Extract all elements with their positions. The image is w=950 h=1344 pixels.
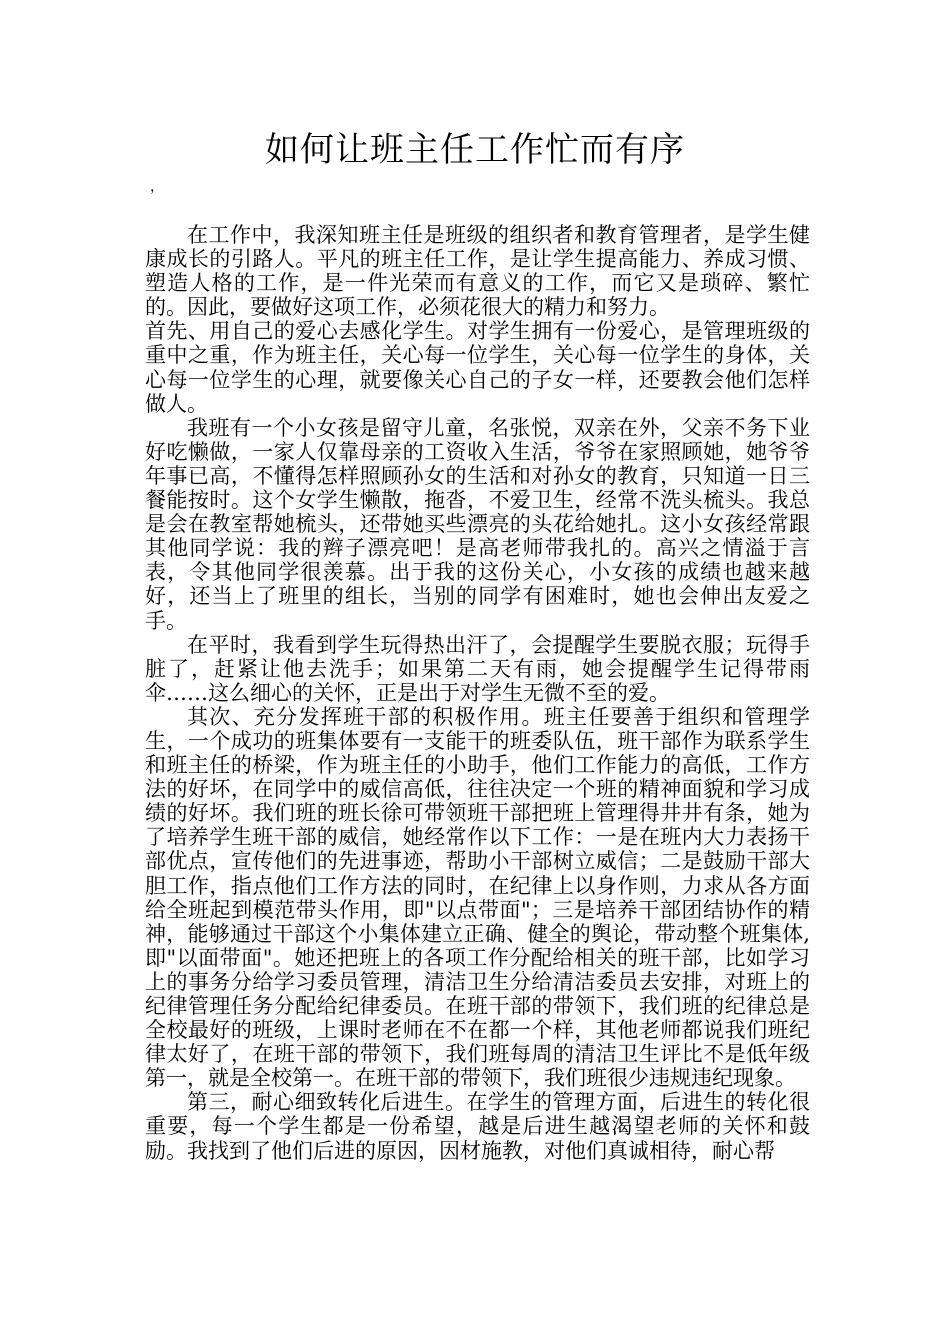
paragraph-first-point: 首先、用自己的爱心去感化学生。对学生拥有一份爱心，是管理班级的重中之重，作为班主任，关心每一位学生，关心每一位学生的身体，关心每一位学生的心理，就要像关心自己的子女一样，还要教会他们怎样做人。 <box>145 319 810 416</box>
paragraph-daily-care: 在平时，我看到学生玩得热出汗了，会提醒学生要脱衣服；玩得手脏了，赶紧让他去洗手；如果第二天有雨，她会提醒学生记得带雨伞……这么细心的关怀，正是出于对学生无微不至的爱。 <box>145 632 810 705</box>
stray-punctuation-mark: ， <box>150 179 164 195</box>
paragraph-class-cadres: 其次、充分发挥班干部的积极作用。班主任要善于组织和管理学生，一个成功的班集体要有一支能干的班委队伍，班干部作为联系学生和班主任的桥梁，作为班主任的小助手，他们工作能力的高低，工作方法的好坏，在同学中的威信高低，往往决定一个班的精神面貌和学习成绩的好坏。我们班的班长徐可带领班干部把班上管理得井井有条，她为了培养学生班干部的威信，她经常作以下工作：一是在班内大力表扬干部优点，宣传他们的先进事迹，帮助小干部树立威信；二是鼓励干部大胆工作，指点他们工作方法的同时，在纪律上以身作则，力求从各方面给全班起到模范带头作用，即"以点带面"；三是培养干部团结协作的精神，能够通过干部这个小集体建立正确、健全的舆论，带动整个班集体,即"以面带面"。她还把班上的各项工作分配给相关的班干部，比如学习上的事务分给学习委员管理，清洁卫生分给清洁委员去安排，对班上的纪律管理任务分配给纪律委员。在班干部的带领下，我们班的纪律总是全校最好的班级，上课时老师在不在都一个样，其他老师都说我们班纪律太好了，在班干部的带领下，我们班每周的清洁卫生评比不是低年级第一，就是全校第一。在班干部的带领下，我们班很少违规违纪现象。 <box>145 704 810 1091</box>
paragraph-underachievers: 第三，耐心细致转化后进生。在学生的管理方面，后进生的转化很重要，每一个学生都是一份希望，越是后进生越渴望老师的关怀和鼓励。我找到了他们后进的原因，因材施教，对他们真诚相待，耐心帮 <box>145 1090 810 1163</box>
paragraph-left-behind-child-story: 我班有一个小女孩是留守儿童，名张悦，双亲在外，父亲不务下业好吃懒做，一家人仅靠母亲的工资收入生活，爷爷在家照顾她，她爷爷年事已高，不懂得怎样照顾孙女的生活和对孙女的教育，只知道一日三餐能按时。这个女学生懒散，拖沓，不爱卫生，经常不洗头梳头。我总是会在教室帮她梳头，还带她买些漂亮的头花给她扎。这小女孩经常跟其他同学说：我的辫子漂亮吧！是高老师带我扎的。高兴之情溢于言表，令其他同学很羡慕。出于我的这份关心，小女孩的成绩也越来越好，还当上了班里的组长，当别的同学有困难时，她也会伸出友爱之手。 <box>145 415 810 633</box>
document-title: 如何让班主任工作忙而有序 <box>265 130 685 170</box>
paragraph-intro: 在工作中，我深知班主任是班级的组织者和教育管理者，是学生健康成长的引路人。平凡的班主任工作，是让学生提高能力、养成习惯、塑造人格的工作，是一件光荣而有意义的工作，而它又是琐碎、繁忙的。因此，要做好这项工作，必须花很大的精力和努力。 <box>145 223 810 320</box>
document-body <box>145 223 810 1163</box>
